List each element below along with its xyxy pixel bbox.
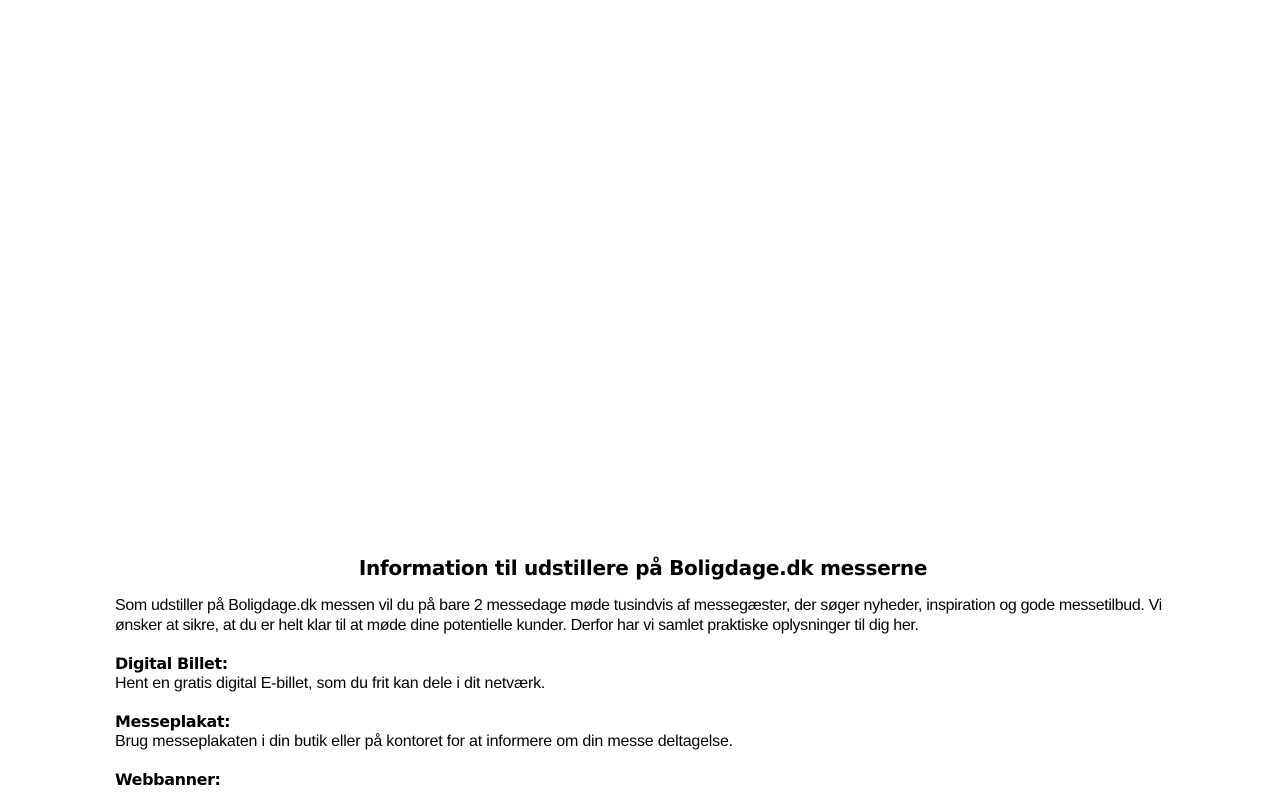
section-label-messeplakat: Messeplakat: — [115, 712, 231, 731]
section-label-webbanner: Webbanner: — [115, 770, 221, 789]
intro-paragraph: Som udstiller på Boligdage.dk messen vil du på bare 2 messedage møde tusindvis af messegæster, der søger nyheder, inspiration og gode messetilbud. Vi ønsker at sikre, at du er helt klar til at møde dine potentielle kunder. Derfor har vi samlet praktiske oplysninger til dig her. — [115, 597, 1162, 634]
main-content — [115, 552, 1171, 790]
section-webbanner — [115, 770, 1171, 790]
section-text-messeplakat: Brug messeplakaten i din butik eller på kontoret for at informere om din messe deltagelse. — [115, 732, 733, 750]
section-messeplakat — [115, 712, 1171, 751]
section-text-digital-billet: Hent en gratis digital E-billet, som du frit kan dele i dit netværk. — [115, 674, 546, 692]
page-title: Information til udstillere på Boligdage.dk messerne — [358, 556, 928, 580]
section-label-digital-billet: Digital Billet: — [115, 654, 228, 673]
section-digital-billet — [115, 654, 1171, 693]
